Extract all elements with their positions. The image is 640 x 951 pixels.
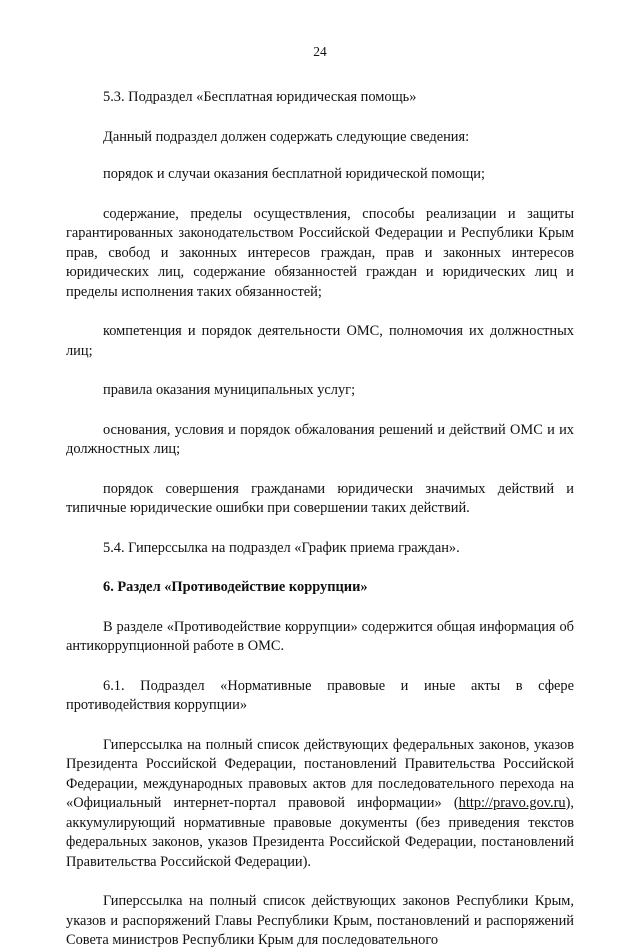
- subsection-title-5-3: 5.3. Подраздел «Бесплатная юридическая помощь»: [103, 89, 417, 105]
- document-body: [66, 88, 574, 951]
- federal-laws-text-end: ), аккумулирующий нормативные правовые документы (без приведения текстов федеральных законов, указов Президента Российской Федерации, постановлений Правительства Российской Федерации).: [66, 795, 574, 870]
- list-item-legal-actions: порядок совершения гражданами юридически значимых действий и типичные юридические ошибки при совершении таких действий.: [66, 480, 574, 516]
- section-6-heading: 6. Раздел «Противодействие коррупции»: [103, 579, 368, 595]
- federal-laws-text-start: Гиперссылка на полный список действующих федеральных законов, указов Президента Российской Федерации, постановлений Правительства Российской Федерации, международных правовых актов для последовательного перехода на «Официальный интернет-портал правовой информации» (: [66, 736, 574, 811]
- list-item-appeals: основания, условия и порядок обжалования решений и действий ОМС и их должностных лиц;: [66, 421, 574, 457]
- page-number: 24: [313, 44, 327, 59]
- paragraph-federal-laws: [66, 736, 574, 873]
- list-item-municipal-services: правила оказания муниципальных услуг;: [103, 382, 356, 398]
- paragraph-anticorruption-intro: В разделе «Противодействие коррупции» содержится общая информация об антикоррупционной работе в ОМС.: [66, 618, 574, 654]
- subsection-6-1-title: 6.1. Подраздел «Нормативные правовые и иные акты в сфере противодействия коррупции»: [66, 677, 574, 713]
- paragraph-intro: Данный подраздел должен содержать следующие сведения:: [103, 128, 470, 145]
- list-item-legal-aid: порядок и случаи оказания бесплатной юридической помощи;: [103, 166, 485, 182]
- list-item-competence: компетенция и порядок деятельности ОМС, полномочия их должностных лиц;: [66, 323, 574, 359]
- list-item-rights-content: содержание, пределы осуществления, способы реализации и защиты гарантированных законодательством Российской Федерации и Республики Крым прав, свобод и законных интересов граждан, прав и законных интересов юридических лиц, содержание обязанностей граждан и юридических лиц и пределы исполнения таких обязанностей;: [66, 205, 574, 300]
- pravo-gov-link[interactable]: http://pravo.gov.ru: [458, 795, 566, 811]
- paragraph-crimea-laws: Гиперссылка на полный список действующих законов Республики Крым, указов и распоряжений Главы Республики Крым, постановлений и распоряжений Совета министров Республики Крым для последовательного: [66, 893, 574, 948]
- subsection-5-4: 5.4. Гиперссылка на подраздел «График приема граждан».: [103, 539, 460, 556]
